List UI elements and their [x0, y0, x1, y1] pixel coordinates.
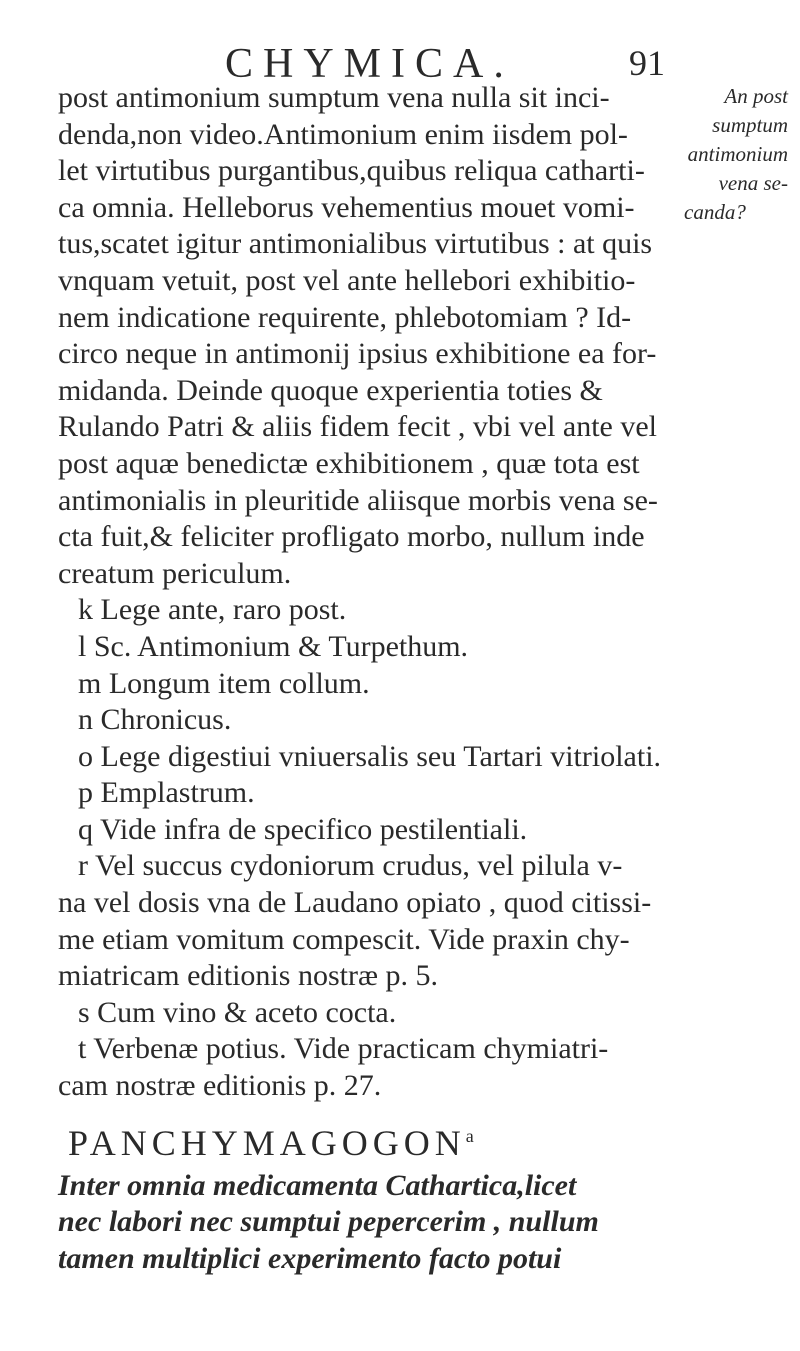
text-line: let virtutibus purgantibus,quibus reliqua catharti- [58, 154, 645, 188]
text-line: midanda. Deinde quoque experientia toties & [58, 373, 603, 407]
section-heading [58, 1111, 688, 1168]
note-line: t Verbenæ potius. Vide practicam chymiatri- [78, 1032, 609, 1066]
note-line: o Lege digestiui vniuersalis seu Tartari vitriolati. [78, 739, 662, 773]
page-number: 91 [629, 43, 665, 83]
margin-note-line: canda? [684, 200, 746, 224]
note-line: q Vide infra de specifico pestilentiali. [78, 812, 528, 846]
text-line: cam nostræ editionis p. 27. [58, 1069, 382, 1103]
text-line: ca omnia. Helleborus vehementius mouet vomi- [58, 190, 635, 224]
running-title: CHYMICA. [225, 41, 514, 87]
note-line: s Cum vino & aceto cocta. [78, 995, 397, 1029]
note-line: m Longum item collum. [78, 666, 370, 700]
note-line: r Vel succus cydoniorum crudus, vel pilula v- [78, 849, 623, 883]
section-heading-text: PANCHYMAGOGON [68, 1122, 466, 1163]
text-line: Rulando Patri & aliis fidem fecit , vbi vel ante vel [58, 410, 658, 444]
text-line: circo neque in antimonij ipsius exhibitione ea for- [58, 337, 657, 371]
text-line: me etiam vomitum compescit. Vide praxin chy- [58, 922, 630, 956]
margin-note-line: vena se- [718, 171, 788, 195]
italic-line: nec labori nec sumptui pepercerim , nullum [58, 1205, 599, 1239]
italic-line: Inter omnia medicamenta Cathartica,licet [58, 1168, 577, 1202]
text-line: antimonialis in pleuritide aliisque morbis vena se- [58, 483, 658, 517]
text-line: creatum periculum. [58, 556, 292, 590]
text-line: vnquam vetuit, post vel ante hellebori exhibitio- [58, 263, 636, 297]
margin-note [684, 82, 796, 227]
text-line: na vel dosis vna de Laudano opiato , quod citissi- [58, 886, 652, 920]
heading-note-mark: a [465, 1125, 479, 1146]
text-line: cta fuit,& feliciter profligato morbo, nullum inde [58, 520, 645, 554]
note-line: l Sc. Antimonium & Turpethum. [78, 629, 469, 663]
text-line: denda,non video.Antimonium enim iisdem pol- [58, 117, 628, 151]
text-line: miatricam editionis nostræ p. 5. [58, 959, 438, 993]
margin-note-line: sumptum [712, 113, 788, 137]
text-line: post aquæ benedictæ exhibitionem , quæ tota est [58, 446, 640, 480]
italic-line: tamen multiplici experimento facto potui [58, 1241, 562, 1275]
text-line: post antimonium sumptum vena nulla sit inci- [58, 81, 610, 114]
margin-note-line: antimonium [687, 142, 788, 166]
text-line: nem indicatione requirente, phlebotomiam ? Id- [58, 300, 632, 334]
note-line: k Lege ante, raro post. [78, 593, 347, 627]
margin-note-line: An post [724, 84, 788, 108]
note-line: n Chronicus. [78, 703, 232, 737]
main-text [58, 80, 688, 1277]
text-line: tus,scatet igitur antimonialibus virtutibus : at quis [58, 227, 653, 261]
note-line: p Emplastrum. [78, 776, 255, 810]
